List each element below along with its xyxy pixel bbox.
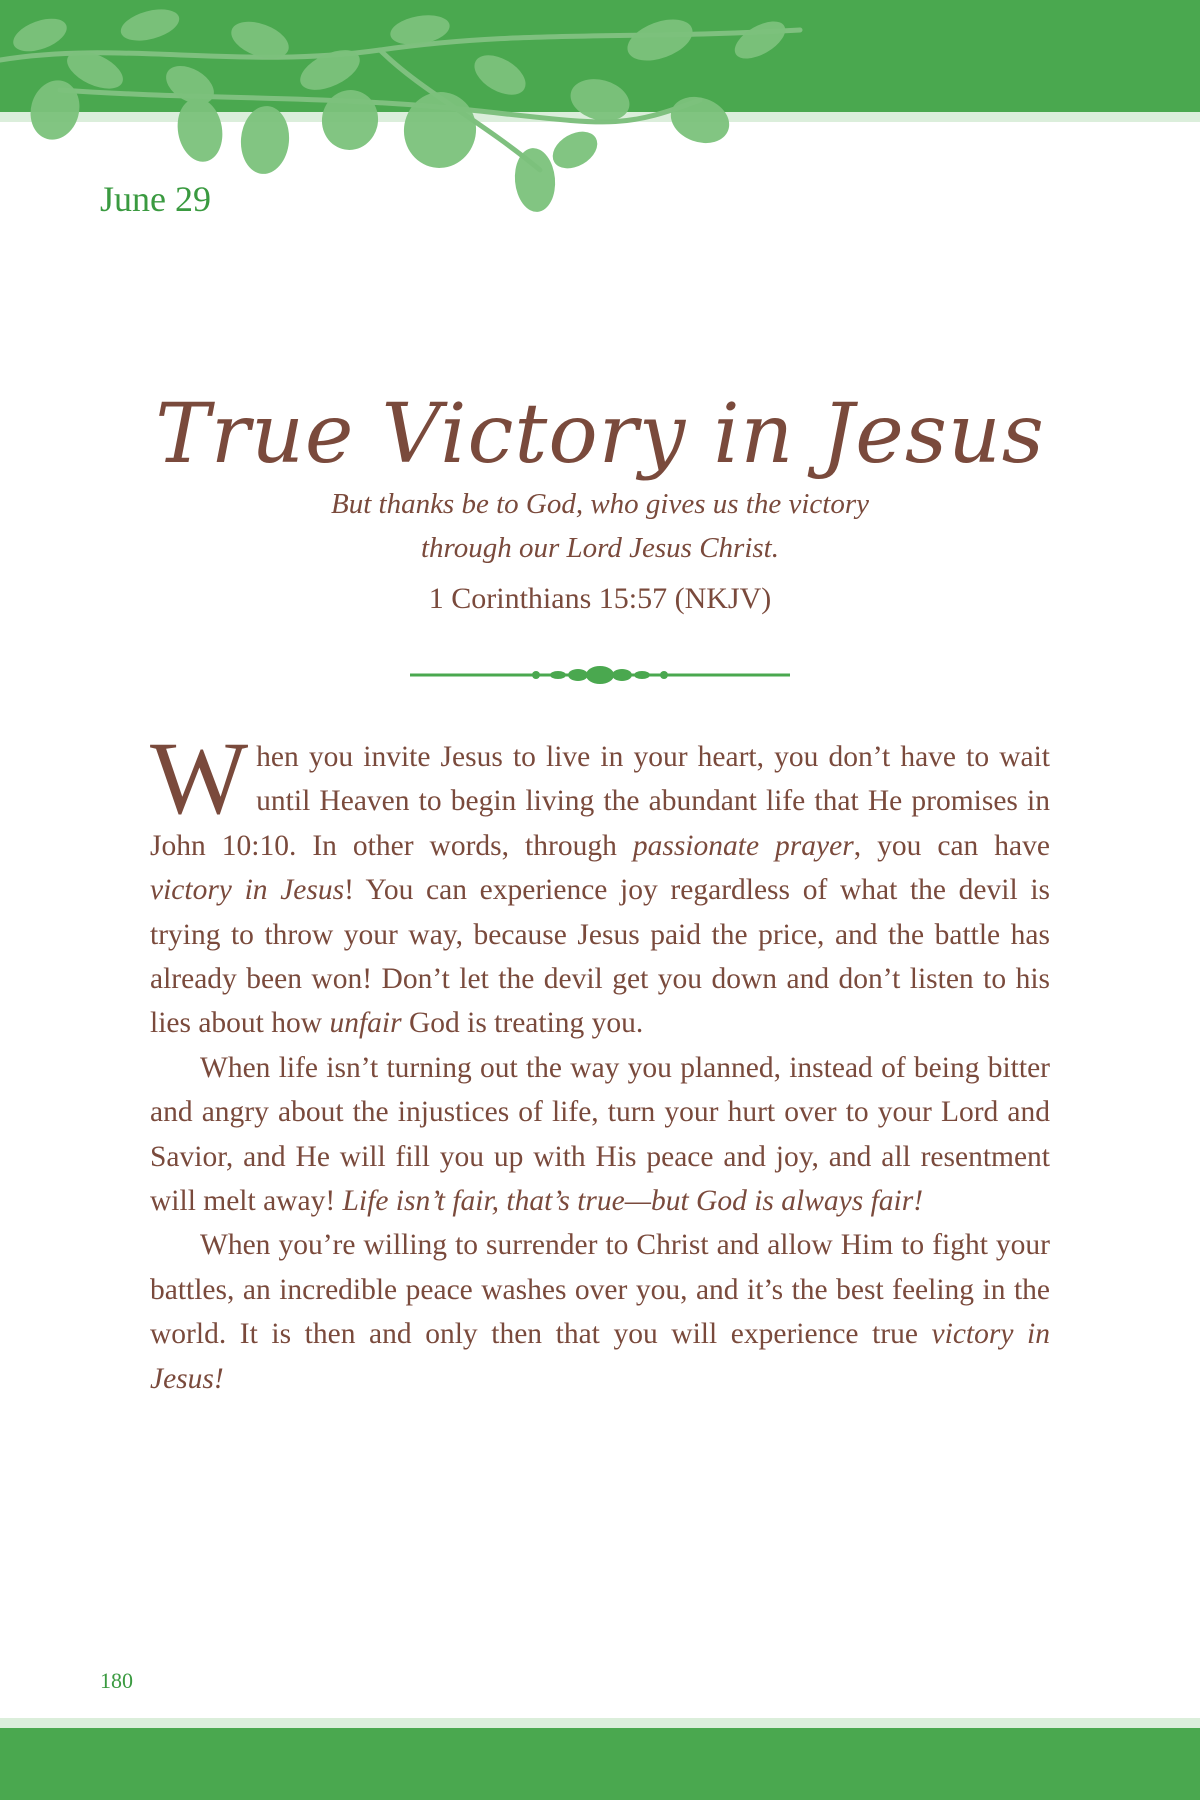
- text-run: hen you invite Jesus to live in your heart, you don’t have to wait until Heaven to begin living the abundant life that He promises in John 10:10. In other words, through: [150, 741, 1050, 862]
- devotional-body: [150, 721, 1051, 1401]
- flourish-divider-icon: [410, 662, 790, 688]
- body-paragraph-2: [150, 1046, 1050, 1224]
- text-run: , you can have: [853, 829, 1050, 862]
- scripture-verse: [0, 482, 1200, 570]
- drop-cap: W: [150, 721, 249, 836]
- body-paragraph-3: [150, 1223, 1050, 1401]
- emphasis-text: passionate prayer: [632, 829, 854, 862]
- page-number: 180: [100, 1668, 133, 1693]
- body-paragraph-1: [150, 721, 1051, 1046]
- emphasis-text: Life isn’t fair, that’s true—but God is always fair!: [342, 1185, 924, 1218]
- emphasis-text: victory in Jesus: [150, 874, 345, 907]
- text-run: When you’re willing to surrender to Christ and allow Him to fight your battles, an incredible peace washes over you, and it’s the best feeling in the world. It is then and only then that you will experience true: [150, 1229, 1050, 1351]
- devotional-date: June 29: [100, 179, 211, 219]
- footer-band-stripe: [0, 1718, 1200, 1728]
- emphasis-text: unfair: [329, 1007, 402, 1040]
- text-run: God is treating you.: [401, 1007, 644, 1040]
- emphasis-text: victory in Jesus!: [150, 1318, 1050, 1395]
- verse-line-1: But thanks be to God, who gives us the victory: [330, 488, 869, 520]
- devotional-title: True Victory in Jesus: [155, 386, 1045, 482]
- scripture-reference: 1 Corinthians 15:57 (NKJV): [428, 582, 772, 615]
- text-run: ! You can experience joy regardless of what the devil is trying to throw your way, because Jesus paid the price, and the battle has already been won! Don’t let the devil get you down and don’t listen to his lies about how: [150, 874, 1051, 1040]
- footer-band: [0, 1728, 1200, 1800]
- text-run: When life isn’t turning out the way you planned, instead of being bitter and angry about the injustices of life, turn your hurt over to your Lord and Savior, and He will fill you up with His peace and joy, and all resentment will melt away!: [150, 1051, 1050, 1218]
- verse-line-2: through our Lord Jesus Christ.: [421, 532, 779, 564]
